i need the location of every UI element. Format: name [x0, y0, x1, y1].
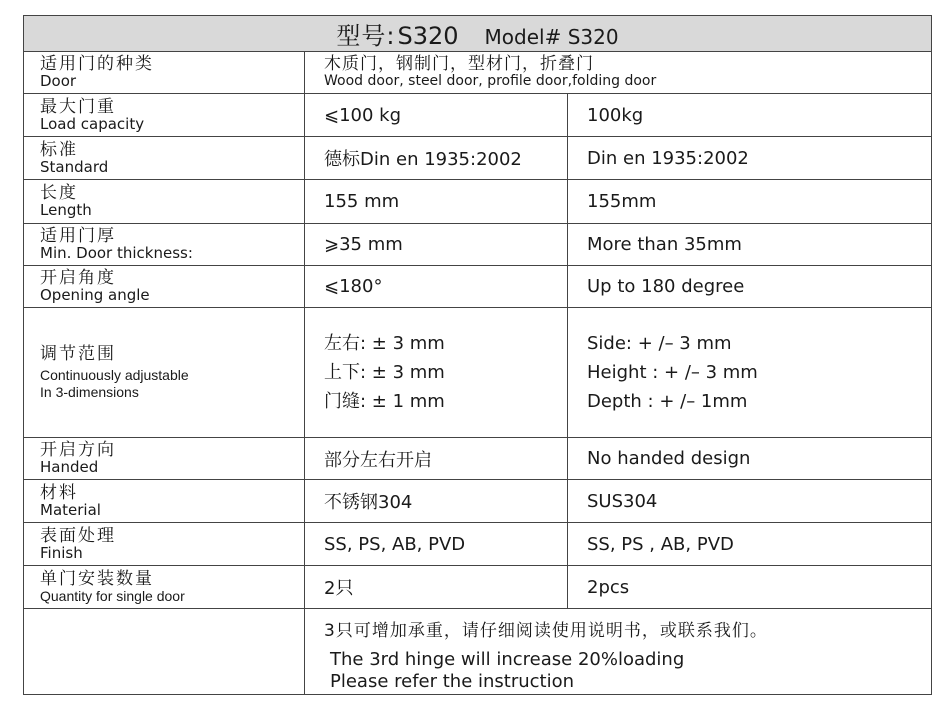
label-en: Door [40, 72, 77, 90]
value-en: 100kg [568, 94, 932, 137]
row-label [24, 52, 305, 94]
note-cn: 3只可增加承重，请仔细阅读使用说明书，或联系我们。 [324, 621, 768, 641]
table-row [24, 266, 932, 308]
value-en: Din en 1935:2002 [568, 137, 932, 180]
value-cn: ⩽180° [305, 266, 568, 308]
label-en: Load capacity [40, 114, 145, 133]
value-en: Wood door, steel door, profile door,folding door [324, 73, 657, 90]
value-cn-height: 上下: ± 3 mm [324, 362, 445, 383]
row-label [24, 438, 305, 480]
row-label [24, 224, 305, 266]
row-label [24, 308, 305, 438]
value-en: Up to 180 degree [568, 266, 932, 308]
note-row [24, 609, 932, 695]
value-cn: 不锈钢304 [305, 480, 568, 523]
note-en-2: Please refer the instruction [330, 671, 575, 692]
label-en: Length [40, 201, 92, 219]
label-en-2: In 3-dimensions [40, 384, 139, 400]
label-cn: 标准 [40, 139, 78, 160]
value-en: 155mm [568, 180, 932, 224]
label-en: Finish [40, 543, 83, 562]
value-en: SS, PS , AB, PVD [568, 523, 932, 566]
row-label [24, 480, 305, 523]
label-en: Quantity for single door [40, 588, 185, 604]
table-row [24, 308, 932, 438]
value-cn: 2只 [305, 566, 568, 609]
value-en-side: Side: + /– 3 mm [587, 333, 732, 354]
value-cn-list [305, 308, 568, 438]
note-label-empty [24, 609, 305, 695]
value-cn-depth: 门缝: ± 1 mm [324, 391, 445, 412]
value-cn: 木质门，钢制门，型材门，折叠门 [324, 54, 594, 75]
label-en: Handed [40, 458, 99, 476]
table-row [24, 480, 932, 523]
value-en: No handed design [568, 438, 932, 480]
label-en: Material [40, 500, 101, 519]
table-row [24, 52, 932, 94]
label-cn: 材料 [40, 482, 78, 503]
label-cn: 适用门的种类 [40, 54, 154, 74]
table-row [24, 137, 932, 180]
label-cn: 长度 [40, 183, 78, 203]
row-label [24, 180, 305, 224]
row-label [24, 566, 305, 609]
label-cn: 调节范围 [40, 344, 116, 364]
title-cell [24, 16, 932, 52]
note-cell [305, 609, 932, 695]
label-cn: 适用门厚 [40, 226, 116, 246]
value-cn: ⩾35 mm [305, 224, 568, 266]
title-model-en: Model# S320 [484, 25, 619, 49]
title-model-code: S320 [397, 22, 459, 50]
value-en: 2pcs [568, 566, 932, 609]
row-label [24, 266, 305, 308]
label-en: Min. Door thickness: [40, 244, 193, 262]
label-en-1: Continuously adjustable [40, 367, 189, 383]
value-cn: SS, PS, AB, PVD [305, 523, 568, 566]
label-cn: 单门安装数量 [40, 569, 154, 589]
table-row [24, 438, 932, 480]
row-value-wide [305, 52, 932, 94]
label-en: Opening angle [40, 286, 150, 304]
label-cn: 开启方向 [40, 440, 116, 460]
table-row [24, 94, 932, 137]
row-label [24, 94, 305, 137]
row-label [24, 523, 305, 566]
value-en-height: Height : + /– 3 mm [587, 362, 758, 383]
label-en: Standard [40, 157, 109, 176]
title-model-cn: 型号: [336, 22, 396, 50]
table-row [24, 523, 932, 566]
value-en-depth: Depth : + /– 1mm [587, 391, 748, 412]
value-cn: 德标Din en 1935:2002 [305, 137, 568, 180]
value-cn: 部分左右开启 [305, 438, 568, 480]
value-cn-side: 左右: ± 3 mm [324, 333, 445, 354]
value-cn: 155 mm [305, 180, 568, 224]
table-row [24, 224, 932, 266]
value-en: More than 35mm [568, 224, 932, 266]
table-row [24, 180, 932, 224]
table-row [24, 566, 932, 609]
row-label [24, 137, 305, 180]
label-cn: 最大门重 [40, 96, 116, 117]
title-row [24, 16, 932, 52]
value-en-list [568, 308, 932, 438]
label-cn: 表面处理 [40, 525, 116, 546]
value-cn: ⩽100 kg [305, 94, 568, 137]
label-cn: 开启角度 [40, 268, 116, 288]
value-en: SUS304 [568, 480, 932, 523]
note-en-1: The 3rd hinge will increase 20%loading [330, 649, 685, 670]
spec-table [23, 15, 932, 695]
